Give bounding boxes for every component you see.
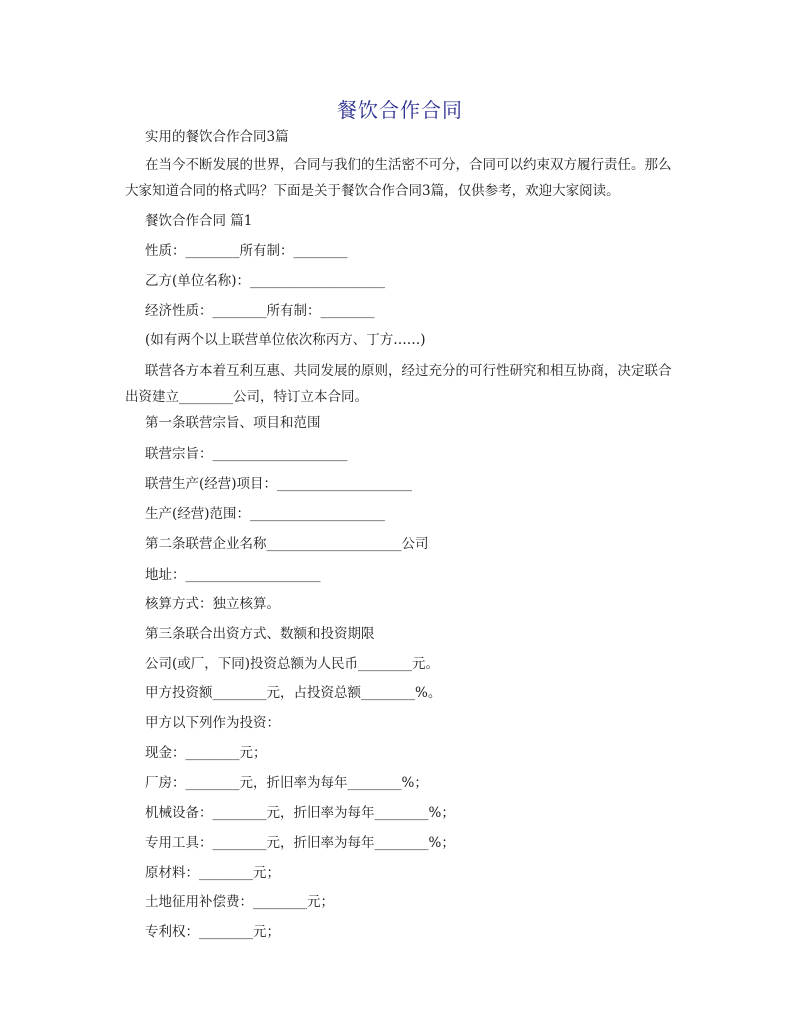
article-heading: 第三条联合出资方式、数额和投资期限 <box>145 626 375 642</box>
subtitle: 实用的餐饮合作合同3篇 <box>145 129 289 145</box>
contract-line: 联营生产(经营)项目：____________________ <box>145 476 413 492</box>
contract-line: 乙方(单位名称)：____________________ <box>145 273 386 289</box>
article-heading: 第一条联营宗旨、项目和范围 <box>145 415 321 431</box>
contract-line: 原材料：________元； <box>145 865 280 881</box>
contract-line: 经济性质：________所有制：________ <box>145 303 375 319</box>
paragraph-line-2: 出资建立________公司，特订立本合同。 <box>125 389 368 405</box>
intro-line-2: 大家知道合同的格式吗？下面是关于餐饮合作合同3篇，仅供参考，欢迎大家阅读。 <box>125 183 620 199</box>
document-title: 餐饮合作合同 <box>337 98 463 122</box>
contract-line: 性质：________所有制：________ <box>145 243 348 259</box>
paragraph-line-1: 联营各方本着互利互惠、共同发展的原则，经过充分的可行性研究和相互协商，决定联合 <box>145 363 672 379</box>
intro-line-1: 在当今不断发展的世界，合同与我们的生活密不可分，合同可以约束双方履行责任。那么 <box>145 157 672 173</box>
article-heading: 第二条联营企业名称____________________公司 <box>145 536 429 552</box>
contract-line: 机械设备：________元，折旧率为每年________%； <box>145 805 455 821</box>
intro-paragraph <box>125 152 690 204</box>
contract-line: 生产(经营)范围：____________________ <box>145 506 386 522</box>
contract-line: 现金：________元； <box>145 745 267 761</box>
contract-line: 地址：____________________ <box>145 567 321 583</box>
contract-line: 甲方投资额________元，占投资总额________%。 <box>145 685 442 701</box>
contract-line: 联营宗旨：____________________ <box>145 446 348 462</box>
section-heading: 餐饮合作合同 篇1 <box>145 213 253 229</box>
contract-line: (如有两个以上联营单位依次称丙方、丁方……) <box>145 332 426 348</box>
contract-line: 专利权：________元； <box>145 924 280 940</box>
contract-line: 公司(或厂，下同)投资总额为人民币________元。 <box>145 656 440 672</box>
contract-line: 核算方式：独立核算。 <box>145 596 280 612</box>
contract-line: 专用工具：________元，折旧率为每年________%； <box>145 835 455 851</box>
contract-line: 厂房：________元，折旧率为每年________%； <box>145 775 428 791</box>
contract-paragraph <box>125 358 690 410</box>
contract-line: 甲方以下列作为投资： <box>145 715 280 731</box>
contract-line: 土地征用补偿费：________元； <box>145 894 334 910</box>
